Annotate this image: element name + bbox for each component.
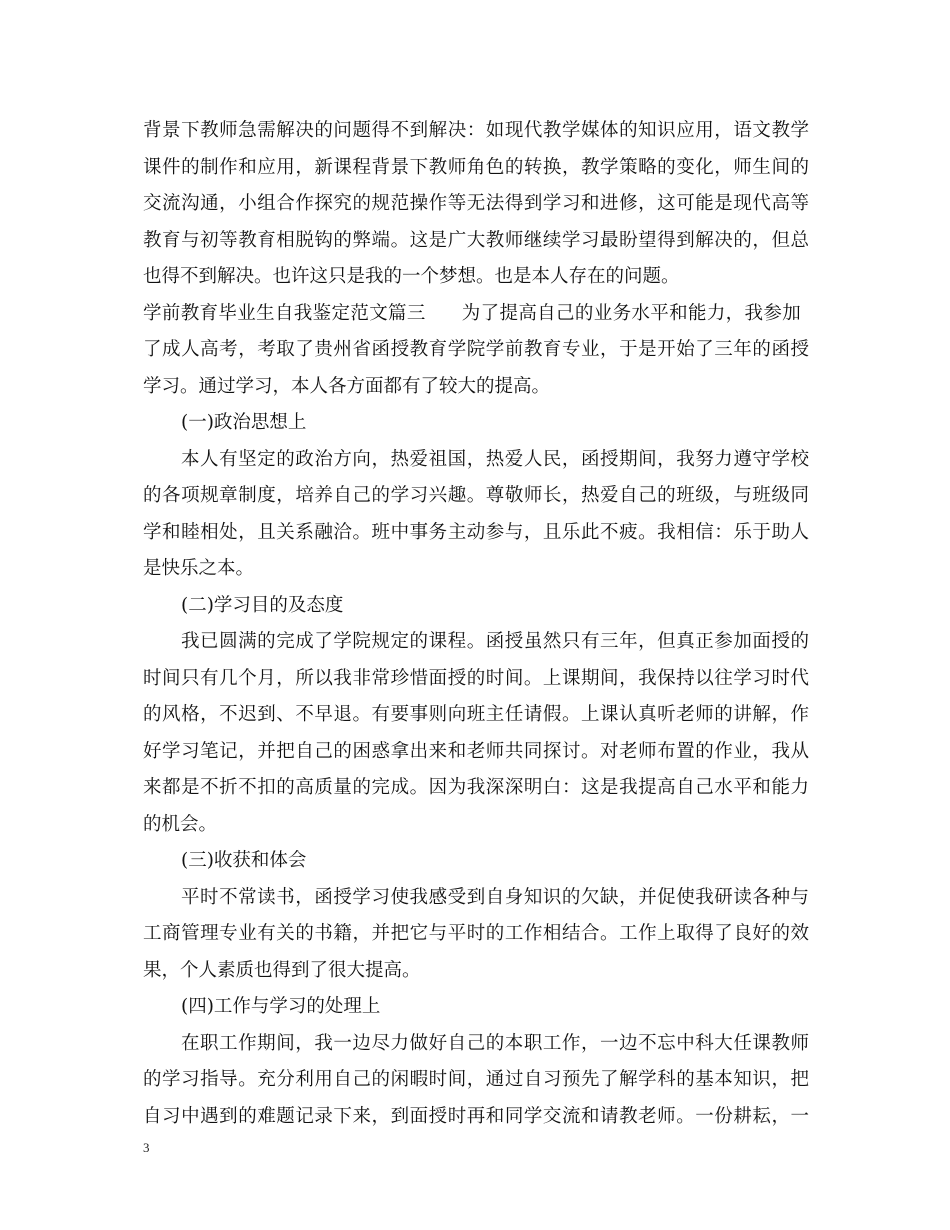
line-text: 我已圆满的完成了学院规定的课程。函授虽然只有三年，但真正参加面授的 <box>181 631 809 652</box>
line-tail-text: 为了提高自己的业务水平和能力，我参加 <box>461 302 802 324</box>
text-line <box>143 259 809 296</box>
text-line <box>143 953 809 990</box>
text-line <box>143 551 809 588</box>
text-line <box>143 478 809 515</box>
line-text: (三)收获和体会 <box>181 850 307 871</box>
text-line <box>143 186 809 223</box>
text-line <box>143 405 809 442</box>
line-text: 交流沟通，小组合作探究的规范操作等无法得到学习和进修，这可能是现代高等 <box>143 193 809 214</box>
line-text: 来都是不折不扣的高质量的完成。因为我深深明白：这是我提高自己水平和能力 <box>143 777 809 798</box>
text-line <box>143 113 809 150</box>
text-line <box>143 296 809 333</box>
text-line <box>143 989 809 1026</box>
line-text: 时间只有几个月，所以我非常珍惜面授的时间。上课期间，我保持以往学习时代 <box>143 667 809 689</box>
line-text: 的学习指导。充分利用自己的闲暇时间，通过自习预先了解学科的基本知识，把 <box>143 1069 809 1090</box>
line-text: 果，个人素质也得到了很大提高。 <box>143 959 421 981</box>
text-line <box>143 916 809 953</box>
line-text: 平时不常读书，函授学习使我感受到自身知识的欠缺，并促使我研读各种与 <box>181 886 809 908</box>
line-text: 学和睦相处，且关系融洽。班中事务主动参与，且乐此不疲。我相信：乐于助人 <box>143 521 809 543</box>
line-text: 了成人高考，考取了贵州省函授教育学院学前教育专业，于是开始了三年的函授 <box>143 339 809 360</box>
text-line <box>143 369 809 406</box>
text-line <box>143 588 809 625</box>
text-line <box>143 734 809 771</box>
line-text: 是快乐之本。 <box>143 558 255 579</box>
line-text: 的机会。 <box>143 813 218 835</box>
section-heading: 学前教育毕业生自我鉴定范文篇三 <box>143 302 426 324</box>
text-line <box>143 624 809 661</box>
line-text: (二)学习目的及态度 <box>181 594 344 616</box>
text-line <box>143 1062 809 1099</box>
text-line <box>143 515 809 552</box>
line-text: 的风格，不迟到、不早退。有要事则向班主任请假。上课认真听老师的讲解，作 <box>143 704 809 725</box>
text-line <box>143 880 809 917</box>
line-text: 自习中遇到的难题记录下来，到面授时再和同学交流和请教老师。一份耕耘，一 <box>143 1105 809 1127</box>
line-text: 课件的制作和应用，新课程背景下教师角色的转换，教学策略的变化，师生间的 <box>143 156 809 178</box>
line-text: 本人有坚定的政治方向，热爱祖国，热爱人民，函授期间，我努力遵守学校 <box>181 448 809 470</box>
text-line <box>143 843 809 880</box>
line-text: 也得不到解决。也许这只是我的一个梦想。也是本人存在的问题。 <box>143 266 680 287</box>
text-line <box>143 770 809 807</box>
text-line <box>143 223 809 260</box>
page-number: 3 <box>143 1140 150 1155</box>
line-text: (四)工作与学习的处理上 <box>181 996 381 1017</box>
text-line <box>143 697 809 734</box>
line-text: 教育与初等教育相脱钩的弊端。这是广大教师继续学习最盼望得到解决的，但总 <box>143 229 809 251</box>
text-line <box>143 1099 809 1136</box>
line-text: (一)政治思想上 <box>181 412 307 433</box>
text-line <box>143 1026 809 1063</box>
line-text: 背景下教师急需解决的问题得不到解决：如现代教学媒体的知识应用，语文教学 <box>143 120 809 141</box>
text-line <box>143 150 809 187</box>
line-text: 学习。通过学习，本人各方面都有了较大的提高。 <box>143 375 551 397</box>
line-text: 好学习笔记，并把自己的困惑拿出来和老师共同探讨。对老师布置的作业，我从 <box>143 740 809 762</box>
document-body <box>143 113 809 1135</box>
line-text: 的各项规章制度，培养自己的学习兴趣。尊敬师长，热爱自己的班级，与班级同 <box>143 485 809 506</box>
text-line <box>143 332 809 369</box>
line-text: 工商管理专业有关的书籍，并把它与平时的工作相结合。工作上取得了良好的效 <box>143 923 809 944</box>
text-line <box>143 442 809 479</box>
line-text: 在职工作期间，我一边尽力做好自己的本职工作，一边不忘中科大任课教师 <box>181 1032 809 1054</box>
text-line <box>143 807 809 844</box>
text-line <box>143 661 809 698</box>
